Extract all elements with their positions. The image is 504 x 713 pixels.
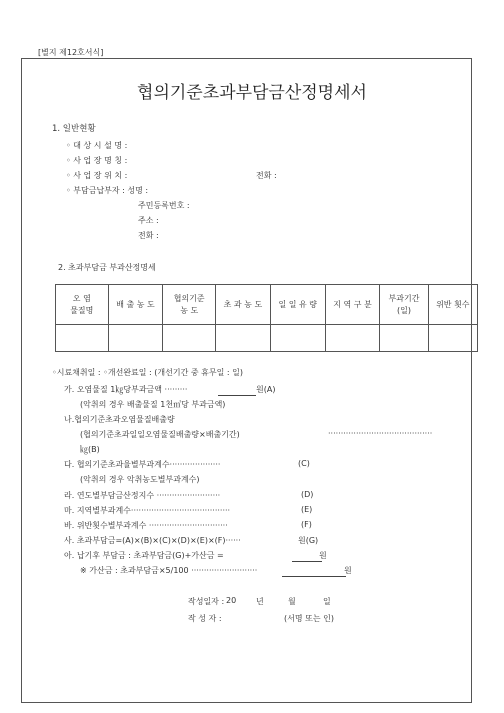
resident-number-label: 주민등록번호 : bbox=[138, 201, 190, 210]
page-title: 협의기준초과부담금산정명세서 bbox=[137, 83, 367, 103]
cell-standard-conc[interactable] bbox=[163, 325, 216, 352]
section2-heading: 2. 초과부담금 부과산정명세 bbox=[58, 263, 156, 272]
line-surcharge: ※ 가산금 : 초과부담금×5/100 ·························· bbox=[80, 566, 258, 575]
date-label: 작성일자 : bbox=[188, 597, 225, 606]
dates-line: ◦시료채취일 : ◦개선완료일 : (개선기간 중 휴무일 : 일) bbox=[52, 368, 243, 377]
section1-heading: 1. 일반현황 bbox=[52, 124, 96, 134]
surcharge-unit: 원 bbox=[344, 566, 352, 575]
ba-code: (F) bbox=[301, 520, 312, 529]
sa-code: 원(G) bbox=[298, 536, 319, 545]
line-a: 아. 납기후 부담금 : 초과부담금(G)+가산금 = bbox=[64, 551, 224, 560]
cell-period[interactable] bbox=[380, 325, 428, 352]
location-phone-label: 전화 : bbox=[256, 171, 277, 180]
day-label: 일 bbox=[323, 597, 331, 606]
payer-name-label: ◦ 부담금납부자 : 성명 : bbox=[66, 186, 149, 195]
ga-underline bbox=[218, 395, 256, 396]
ga-unit: 원(A) bbox=[256, 385, 276, 394]
form-code: [별지 제12호서식] bbox=[38, 48, 104, 57]
line-da-note: (악취의 경우 악취농도별부과계수) bbox=[80, 475, 200, 484]
col-daily-flow: 일 일 유 량 bbox=[270, 285, 325, 325]
line-ra: 라. 연도별부담금산정지수 ························· bbox=[64, 491, 221, 500]
col-region: 지 역 구 분 bbox=[325, 285, 380, 325]
col-period: 부과기간 (일) bbox=[380, 285, 428, 325]
table-header-row bbox=[56, 285, 478, 325]
col-pollutant: 오 염 물질명 bbox=[56, 285, 109, 325]
assessment-table bbox=[55, 284, 478, 352]
month-label: 월 bbox=[288, 597, 296, 606]
line-ba: 바. 위반횟수별부과계수 ······························· bbox=[64, 521, 228, 530]
line-da: 다. 협의기준초과율별부과계수···················· bbox=[64, 460, 221, 469]
ra-code: (D) bbox=[301, 490, 314, 499]
cell-excess-conc[interactable] bbox=[216, 325, 271, 352]
line-sa: 사. 초과부담금=(A)×(B)×(C)×(D)×(E)×(F)······ bbox=[64, 536, 241, 545]
col-emission-conc: 배 출 농 도 bbox=[108, 285, 163, 325]
col-excess-conc: 초 과 농 도 bbox=[216, 285, 271, 325]
na-dots: ········································· bbox=[328, 429, 433, 438]
surcharge-underline bbox=[282, 576, 346, 577]
line-ma: 마. 지역별부과계수······································· bbox=[64, 506, 231, 515]
year-label: 년 bbox=[256, 597, 264, 606]
col-standard-conc: 협의기준 농 도 bbox=[163, 285, 216, 325]
cell-pollutant[interactable] bbox=[56, 325, 109, 352]
cell-emission-conc[interactable] bbox=[108, 325, 163, 352]
line-na: 나.협의기준초과오염물질배출량 bbox=[64, 415, 175, 424]
da-code: (C) bbox=[298, 459, 310, 468]
a-unit: 원 bbox=[319, 551, 327, 560]
table-row bbox=[56, 325, 478, 352]
cell-daily-flow[interactable] bbox=[270, 325, 325, 352]
line-ga-note: (악취의 경우 배출물질 1천㎥당 부과금액) bbox=[80, 400, 226, 409]
writer-label: 작 성 자 : bbox=[188, 614, 222, 623]
line-ga: 가. 오염물질 1㎏당부과금액 ········· bbox=[64, 385, 188, 394]
payer-phone-label: 전화 : bbox=[138, 231, 159, 240]
col-violations: 위반 횟수 bbox=[428, 285, 477, 325]
line-na-note: (협의기준초과일일오염물질배출량×배출기간) bbox=[80, 430, 240, 439]
business-name-label: ◦ 사 업 장 명 칭 : bbox=[66, 156, 128, 165]
signature-label: (서명 또는 인) bbox=[284, 614, 334, 623]
business-location-label: ◦ 사 업 장 위 치 : bbox=[66, 171, 128, 180]
a-underline bbox=[292, 561, 322, 562]
ma-code: (E) bbox=[301, 505, 313, 514]
year-prefix: 20 bbox=[226, 596, 237, 605]
cell-violations[interactable] bbox=[428, 325, 477, 352]
address-label: 주소 : bbox=[138, 216, 159, 225]
na-unit: ㎏(B) bbox=[80, 445, 100, 454]
cell-region[interactable] bbox=[325, 325, 380, 352]
target-facility-label: ◦ 대 상 시 설 명 : bbox=[66, 141, 128, 150]
